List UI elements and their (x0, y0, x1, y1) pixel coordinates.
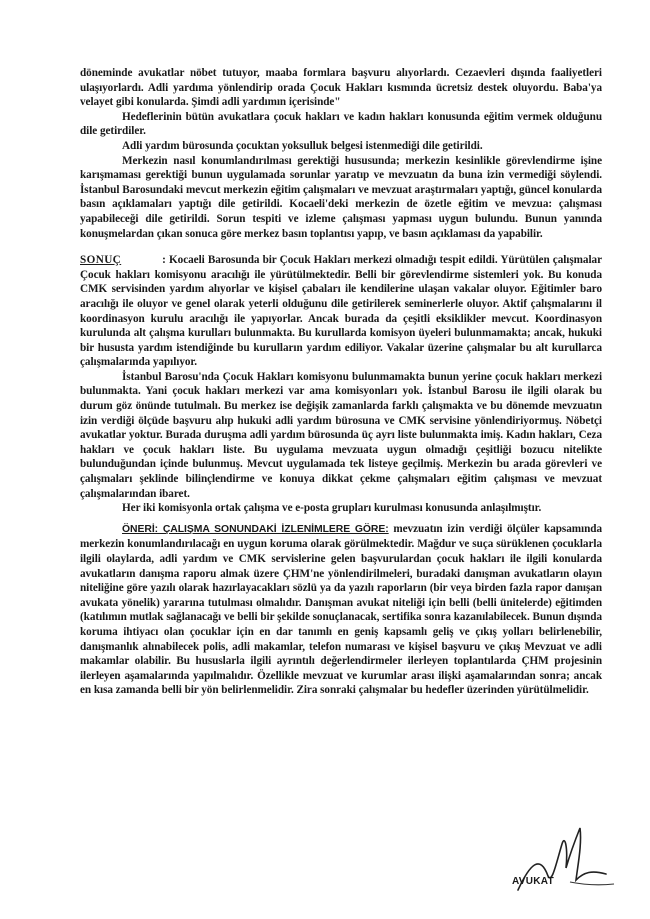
signature-label: AVUKAT (512, 876, 554, 887)
paragraph-goals: Hedeflerinin bütün avukatlara çocuk hakları ve kadın hakları konusunda eğitim vermek olduğunu dile getirdiler. (80, 110, 602, 138)
paragraph-positioning: Merkezin nasıl konumlandırılması gerektiği hususunda; merkezin kesinlikle görevlendirme işine karışmaması gerektiği bunun uygulamada sorunlar yaratıp ve mevzuatın da buna izin vermediği söylendi. İstanbul Barosundaki mevcut merkezin eğitim çalışmaları ve mevzuat araştırmaları yaptığı, güncel konularda basın açıklamaları yaptığı dile getirildi. Kocaeli'deki merkezin de özetle eğitim ve mevzua: çalışması yapabileceği dile getirildi. Sorun tespiti ve izleme çalışması yapması uygun bulundu. Bunun yanında konuşmelardan çıkan sonuca göre merkez basın toplantısı yapıp, ve basın açıklaması da yapabilir. (80, 154, 602, 240)
paragraph-recommendation (80, 522, 602, 698)
paragraph-intro: döneminde avukatlar nöbet tutuyor, maaba formlara başvuru alıyorlardı. Cezaevleri dışında faaliyetleri ulaşıyorlardı. Adli yardıma yönlendirip orada Çocuk Hakları kısmında ücretsiz destek oluyordu. Baba'ya velayet gibi konularda. Şimdi adli yardımın içerisinde" (80, 67, 602, 109)
conclusion-text: : Kocaeli Barosunda bir Çocuk Hakları merkezi olmadığı tespit edildi. Yürütülen çalışmalar Çocuk hakları komisyonu aracılığı ile yürütülmektedir. Belli bir görevlendirme sistemleri yok. Bu konuda CMK servisinden yardım alıyorlar ve kişisel çabaları ile kendilerine ulaşan vakalar oluyor. Eğitimler baro aracılığı ile oluyor ve genel olarak yeterli olduğunu dile getirilerek seminerlerle oluyor. Aktif çalışmalarını il koordinasyon kurulu aracılığı ile yapıyorlar. Ancak burada da çeşitli eksiklikler mevcut. Koordinasyon kurulunda alt çalışma kurulları bulunmakta. Bu kurullarda komisyon üyeleri bulunmamakta; ancak, hukuki bir hususta yardım istendiğinde bu kurulların yardım ediliyor. Vakalar üzerine çalışmalar bu alt kurullarca çalışmalarında yapılıyor. (80, 254, 602, 369)
paragraph-conclusion (80, 253, 602, 370)
paragraph-joint-work: Her iki komisyonla ortak çalışma ve e-posta grupları kurulması konusunda anlaşılmıştır. (122, 502, 542, 515)
paragraph-istanbul: İstanbul Barosu'nda Çocuk Hakları komisyonu bulunmamakta bunun yerine çocuk hakları merkezi bulunmakta. Yani çocuk hakları merkezi var ama komisyonları yok. İstanbul Barosu ile ilgili olarak bu durum göz önünde tutulmalı. Bu merkez ise değişik zamanlarda farklı çalışmakta ve bu dönemde mevzuatın izin verdiği ölçüde başvuru alıp hukuki adli yardım bürosuna ve CMK servisine yönlendiriyormuş. Nöbetçi avukatlar yoktur. Burada duruşma adli yardım bürosunda üç ayrı liste bulunmakta imiş. Kadın hakları, Ceza hakları ve çocuk hakları liste. Bu uygulama mevzuata uygun olmadığı çeşitliği bozucu nitelikte bulunduğundan içinde bulunmuş. Mevcut uygulamada tek listeye geçilmiş. Merkezin bu arada görevleri ve çalışmaları şeklinde bilinçlendirme ve konuya dikkat çekme çalışmaları eğitim çalışması ve mevzuat çalışmalarından ibaret. (80, 370, 602, 500)
recommendation-heading: ÖNERİ: ÇALIŞMA SONUNDAKİ İZLENİMLERE GÖRE: (122, 523, 389, 535)
signature-mark (510, 824, 620, 904)
conclusion-heading: SONUÇ (80, 254, 122, 267)
document-page (80, 66, 602, 698)
paragraph-legal-aid: Adli yardım bürosunda çocuktan yoksulluk belgesi istenmediği dile getirildi. (122, 139, 483, 152)
recommendation-text: mevzuatın izin verdiği ölçüler kapsamında merkezin konumlandırılacağı en uygun koruma olarak görülmektedir. Mağdur ve suça sürüklenen çocuklarla ilgili olaylarda, adli yardım ve CMK servislerine gelen başvurulardan çocuk hakları ile ilgili konularda avukatların danışma raporu almak üzere ÇHM'ne yönlendirilmeleri, buradaki danışman avukatların olayın niteliğine göre yazılı olarak hazırlayacakları sözlü ya da yazılı raporların (bir veya birden fazla rapor danışan avukata yönelik) yararına tutulması olmalıdır. Danışman avukat niteliği için belli (belli ünitelerde) eğitimden (katılımın mutlak sağlanacağı ve belli bir şekilde sonuçlanacak, sertifika sonra kazanılabilecek. Bunun dışında koruma ihtiyacı olan çocuklar için en dar tanımlı en geniş kapsamlı geliş ve çıkış yolları belirlenebilir, danışmanlık alınabilecek polis, adli makamlar, telefon numarası ve kişisel başvuru ve çıkış Mevzuat ve adli makamlar olabilir. Bu hususlarla ilgili ayrıntılı değerlendirmeler ilerleyen toplantılarda ÇHM projesinin ilerleyen aşamalarında yapılmalıdır. Özellikle mevzuat ve kurumlar arası ilişki aşamalarından sonra; ancak en kısa zamanda belli bir yön belirlenmelidir. Zira sonraki çalışmalar bu hedefler üzerinden yürütülmelidir. (80, 522, 602, 697)
